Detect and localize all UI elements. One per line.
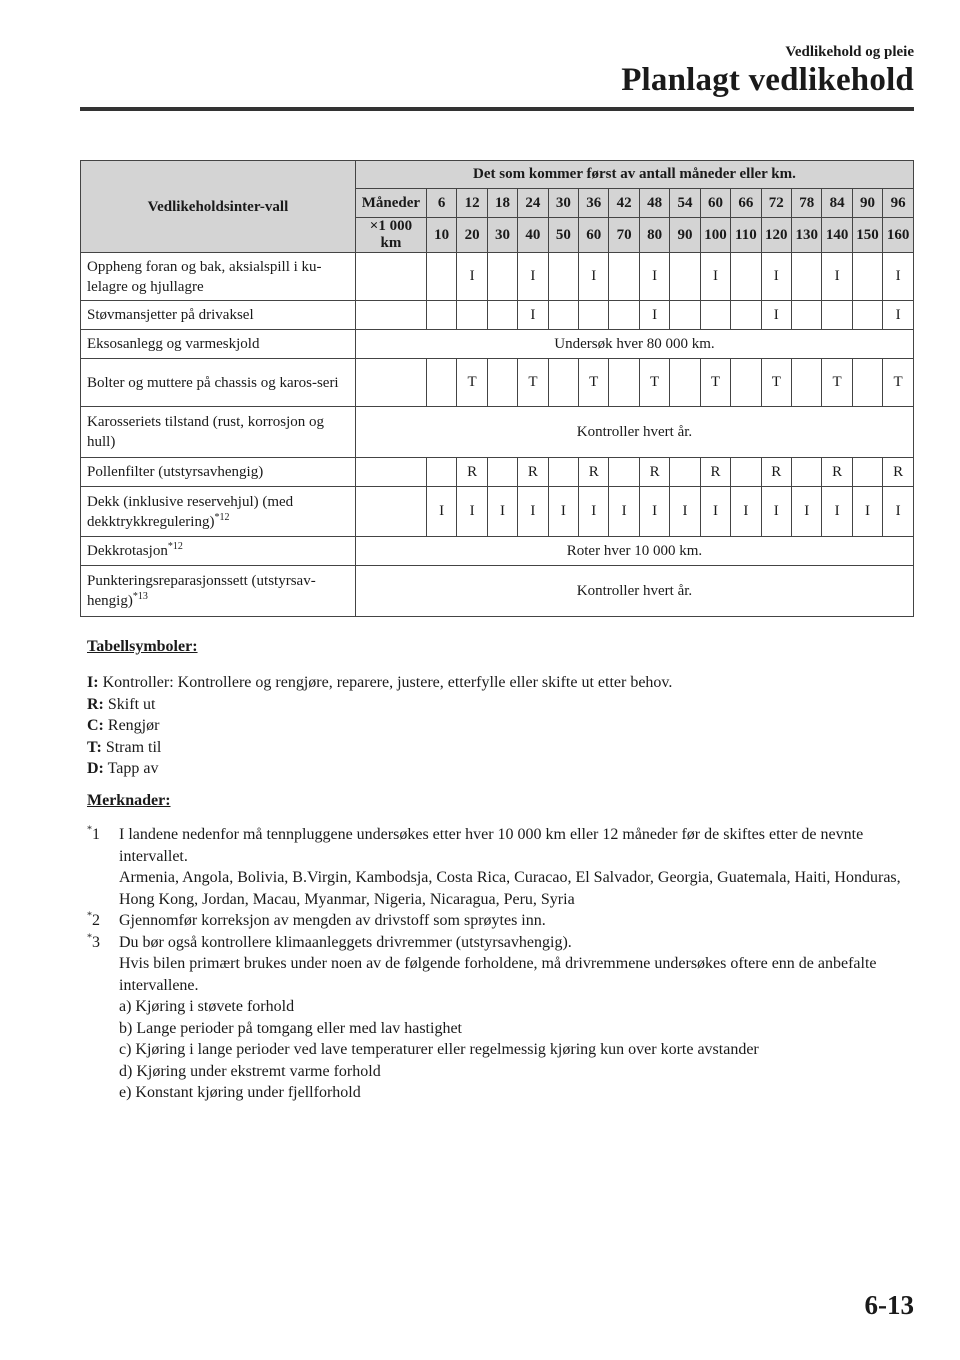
span-cell: Roter hver 10 000 km. — [355, 537, 913, 566]
table-cell — [852, 359, 882, 407]
km-header: 90 — [670, 218, 700, 253]
table-cell: I — [639, 301, 669, 330]
km-header: 150 — [852, 218, 882, 253]
table-row — [81, 566, 914, 617]
span-cell: Kontroller hvert år. — [355, 566, 913, 617]
table-row — [81, 330, 914, 359]
notes — [87, 792, 917, 1104]
table-cell — [670, 458, 700, 487]
table-cell: I — [883, 487, 914, 537]
km-header: 110 — [731, 218, 761, 253]
month-header: 90 — [852, 189, 882, 218]
month-header: 96 — [883, 189, 914, 218]
note-line: I landene nedenfor må tennpluggene undersøkes etter hver 10 000 km eller 12 måneder før de skiftes etter de nevnte intervallet. — [119, 826, 864, 865]
table-cell — [548, 301, 578, 330]
section-title: Vedlikehold og pleie — [785, 44, 914, 60]
table-cell: I — [518, 487, 548, 537]
km-header: 160 — [883, 218, 914, 253]
note-line: e) Konstant kjøring under fjellforhold — [119, 1084, 361, 1101]
month-header: 48 — [639, 189, 669, 218]
legend-key: D: — [87, 760, 104, 777]
table-cell: I — [609, 487, 639, 537]
table-cell — [792, 458, 822, 487]
table-cell — [579, 301, 609, 330]
legend-item — [87, 758, 917, 780]
table-cell — [852, 301, 882, 330]
legend-item — [87, 694, 917, 716]
table-cell — [609, 301, 639, 330]
table-cell: R — [883, 458, 914, 487]
note-star: * — [87, 932, 92, 944]
legend-item — [87, 737, 917, 759]
table-cell: T — [761, 359, 791, 407]
table-cell: I — [761, 487, 791, 537]
row-label: Oppheng foran og bak, aksialspill i ku-lelagre og hjullagre — [81, 253, 356, 301]
table-cell — [487, 253, 517, 301]
note-item — [87, 824, 917, 910]
table-cell — [548, 458, 578, 487]
legend-item — [87, 715, 917, 737]
table-cell: I — [852, 487, 882, 537]
table-row — [81, 487, 914, 537]
note-line: c) Kjøring i lange perioder ved lave temperaturer eller regelmessig kjøring kun over korte avstander — [119, 1041, 759, 1058]
note-line: a) Kjøring i støvete forhold — [119, 998, 295, 1015]
note-star: * — [87, 910, 92, 922]
legend-text: Kontroller: Kontrollere og rengjøre, reparere, justere, etterfylle eller skifte ut etter behov. — [98, 674, 673, 691]
note-line: Du bør også kontrollere klimaanleggets drivremmer (utstyrsavhengig). — [119, 933, 572, 951]
table-cell — [426, 301, 456, 330]
note-star: * — [87, 824, 92, 836]
month-header: 36 — [579, 189, 609, 218]
table-cell: T — [579, 359, 609, 407]
table-cell — [487, 359, 517, 407]
table-cell: R — [518, 458, 548, 487]
table-cell: I — [700, 487, 730, 537]
table-cell: T — [457, 359, 487, 407]
table-cell: R — [822, 458, 852, 487]
maintenance-table — [80, 160, 914, 617]
table-cell: I — [487, 487, 517, 537]
legend-text: Skift ut — [103, 695, 156, 713]
note-body — [119, 932, 917, 1104]
month-header: 72 — [761, 189, 791, 218]
legend-key: R: — [87, 695, 104, 713]
table-cell: R — [579, 458, 609, 487]
legend-key: T: — [87, 738, 102, 756]
table-cell — [731, 253, 761, 301]
table-cell: I — [883, 301, 914, 330]
month-header: 42 — [609, 189, 639, 218]
table-cell: I — [731, 487, 761, 537]
table-cell: I — [579, 487, 609, 537]
table-cell — [731, 359, 761, 407]
notes-title: Merknader: — [87, 792, 171, 809]
table-cell — [609, 253, 639, 301]
legend-text: Tapp av — [103, 760, 159, 777]
table-row — [81, 458, 914, 487]
top-header: Det som kommer først av antall måneder eller km. — [355, 161, 913, 189]
table-cell — [609, 359, 639, 407]
month-header: 18 — [487, 189, 517, 218]
legend-key: I: — [87, 674, 99, 691]
table-cell — [670, 253, 700, 301]
month-header: 78 — [792, 189, 822, 218]
row-label: Bolter og muttere på chassis og karos-seri — [81, 359, 356, 407]
table-cell: R — [700, 458, 730, 487]
legend — [87, 638, 917, 780]
table-cell: I — [548, 487, 578, 537]
table-cell: I — [883, 253, 914, 301]
row-label: Eksosanlegg og varmeskjold — [81, 330, 356, 359]
table-cell: I — [822, 487, 852, 537]
km-header: 50 — [548, 218, 578, 253]
table-cell — [700, 301, 730, 330]
table-cell: I — [761, 301, 791, 330]
table-cell: R — [639, 458, 669, 487]
month-header: 24 — [518, 189, 548, 218]
interval-corner-header: Vedlikeholdsinter-vall — [81, 161, 356, 253]
table-cell: T — [639, 359, 669, 407]
legend-item — [87, 672, 917, 694]
note-body — [119, 824, 917, 910]
row-label: Pollenfilter (utstyrsavhengig) — [81, 458, 356, 487]
km-label: ×1 000 km — [355, 218, 426, 253]
month-header: 84 — [822, 189, 852, 218]
legend-text: Stram til — [101, 738, 162, 756]
header-rule — [80, 107, 914, 111]
table-cell — [355, 458, 426, 487]
km-header: 140 — [822, 218, 852, 253]
km-header: 80 — [639, 218, 669, 253]
table-cell: T — [700, 359, 730, 407]
note-line: Armenia, Angola, Bolivia, B.Virgin, Kambodsja, Costa Rica, Curacao, El Salvador, Georgia, Guatemala, Haiti, Honduras, Hong Kong, Jordan, Macau, Myanmar, Nigeria, Nicaragua, Peru, Syria — [119, 869, 901, 908]
km-header: 20 — [457, 218, 487, 253]
table-cell — [457, 301, 487, 330]
table-row — [81, 301, 914, 330]
table-cell — [548, 359, 578, 407]
table-cell: R — [457, 458, 487, 487]
table-cell — [852, 458, 882, 487]
note-mark: *1 — [87, 824, 100, 843]
note-item — [87, 932, 917, 1104]
note-line: d) Kjøring under ekstremt varme forhold — [119, 1062, 381, 1080]
table-cell: I — [579, 253, 609, 301]
table-cell — [426, 253, 456, 301]
row-label: Støvmansjetter på drivaksel — [81, 301, 356, 330]
table-cell: I — [670, 487, 700, 537]
table-cell: I — [639, 253, 669, 301]
table-cell: R — [761, 458, 791, 487]
table-cell: I — [700, 253, 730, 301]
table-row — [81, 359, 914, 407]
table-row — [81, 537, 914, 566]
months-label: Måneder — [355, 189, 426, 218]
table-cell — [426, 458, 456, 487]
table-cell: I — [761, 253, 791, 301]
table-cell: I — [792, 487, 822, 537]
month-header: 60 — [700, 189, 730, 218]
note-body — [119, 910, 546, 932]
row-label: Dekkrotasjon$^{*12}$ — [81, 537, 356, 566]
table-cell — [792, 253, 822, 301]
table-cell: T — [822, 359, 852, 407]
km-header: 120 — [761, 218, 791, 253]
km-header: 70 — [609, 218, 639, 253]
footnote-ref: *13 — [132, 591, 148, 602]
table-row — [81, 253, 914, 301]
km-header: 100 — [700, 218, 730, 253]
legend-text: Rengjør — [103, 717, 160, 734]
table-cell — [731, 458, 761, 487]
table-cell: T — [883, 359, 914, 407]
span-cell: Undersøk hver 80 000 km. — [355, 330, 913, 359]
row-label: Punkteringsreparasjonssett (utstyrsav-hengig)$^{*13}$ — [81, 566, 356, 617]
note-mark: *2 — [87, 910, 100, 929]
table-cell: I — [822, 253, 852, 301]
table-cell — [355, 301, 426, 330]
row-label: Dekk (inklusive reservehjul) (med dekktrykkregulering)$^{*12}$ — [81, 487, 356, 537]
month-header: 12 — [457, 189, 487, 218]
note-mark: *3 — [87, 932, 100, 951]
note-item — [87, 910, 917, 932]
table-cell: I — [639, 487, 669, 537]
page-title: Planlagt vedlikehold — [621, 62, 914, 98]
table-cell — [487, 458, 517, 487]
table-cell — [609, 458, 639, 487]
table-cell — [548, 253, 578, 301]
km-header: 60 — [579, 218, 609, 253]
km-header: 10 — [426, 218, 456, 253]
table-cell — [670, 301, 700, 330]
span-cell: Kontroller hvert år. — [355, 407, 913, 458]
legend-title: Tabellsymboler: — [87, 638, 198, 655]
table-cell — [426, 359, 456, 407]
km-header: 30 — [487, 218, 517, 253]
page-number: 6-13 — [864, 1290, 914, 1320]
table-cell: I — [457, 487, 487, 537]
table-cell: I — [518, 301, 548, 330]
table-cell — [670, 359, 700, 407]
row-label: Karosseriets tilstand (rust, korrosjon og hull) — [81, 407, 356, 458]
table-cell — [792, 359, 822, 407]
table-cell — [822, 301, 852, 330]
table-cell — [355, 253, 426, 301]
note-line: Gjennomfør korreksjon av mengden av drivstoff som sprøytes inn. — [119, 912, 546, 929]
note-line: Hvis bilen primært brukes under noen av de følgende forholdene, må drivremmene undersøkes oftere enn de anbefalte intervallene. — [119, 955, 877, 994]
month-header: 6 — [426, 189, 456, 218]
note-line: b) Lange perioder på tomgang eller med lav hastighet — [119, 1019, 462, 1037]
table-cell: I — [518, 253, 548, 301]
table-cell — [355, 359, 426, 407]
table-cell — [852, 253, 882, 301]
km-header: 40 — [518, 218, 548, 253]
month-header: 30 — [548, 189, 578, 218]
table-cell — [355, 487, 426, 537]
table-cell — [792, 301, 822, 330]
km-header: 130 — [792, 218, 822, 253]
footnote-ref: *12 — [214, 511, 230, 523]
month-header: 66 — [731, 189, 761, 218]
table-row — [81, 407, 914, 458]
table-cell — [731, 301, 761, 330]
month-header: 54 — [670, 189, 700, 218]
legend-key: C: — [87, 717, 104, 734]
table-cell: I — [457, 253, 487, 301]
footnote-ref: *12 — [167, 541, 183, 552]
table-cell: T — [518, 359, 548, 407]
table-cell: I — [426, 487, 456, 537]
table-cell — [487, 301, 517, 330]
